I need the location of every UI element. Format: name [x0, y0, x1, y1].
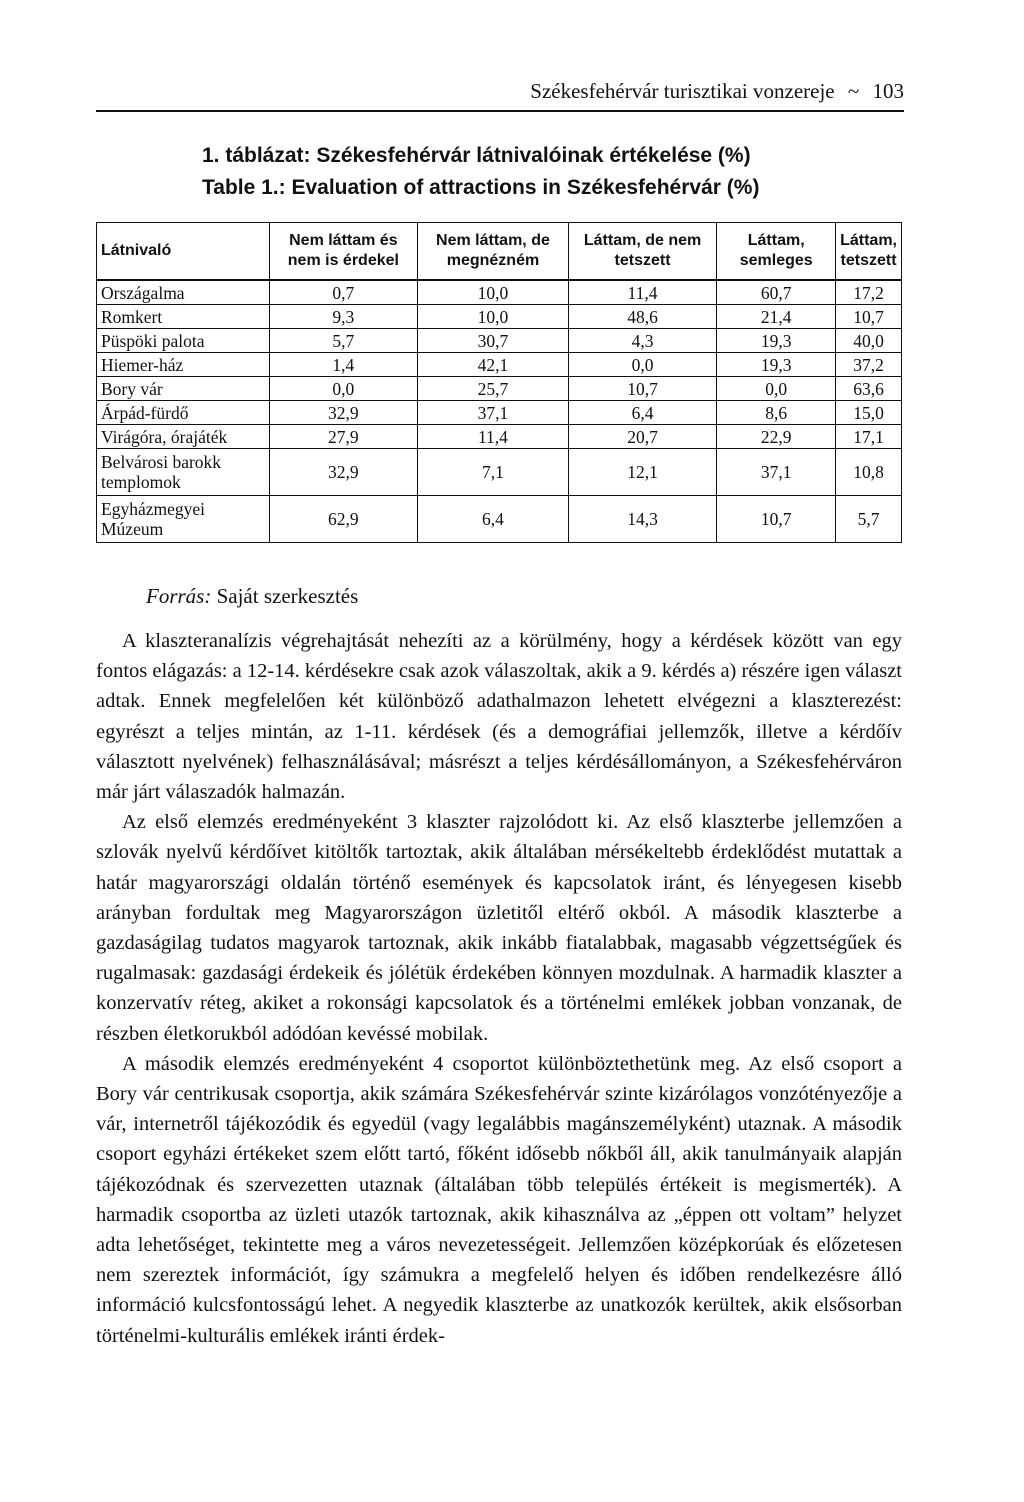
column-header: Láttam, de nem tetszett [568, 223, 716, 281]
table-cell: 14,3 [568, 496, 716, 543]
column-header: Láttam, tetszett [836, 223, 902, 281]
table-cell: 15,0 [836, 401, 902, 425]
table-cell: 17,2 [836, 280, 902, 305]
table-row [97, 401, 902, 425]
table-cell: 10,7 [717, 496, 836, 543]
table-cell: 42,1 [418, 353, 569, 377]
table-cell: 32,9 [269, 401, 417, 425]
row-label: Romkert [97, 305, 270, 329]
table-cell: 19,3 [717, 329, 836, 353]
table-cell: 10,0 [418, 305, 569, 329]
table-cell: 10,8 [836, 449, 902, 496]
table-cell: 17,1 [836, 425, 902, 449]
table-cell: 63,6 [836, 377, 902, 401]
column-header: Látnivaló [97, 223, 270, 281]
row-label: Egyházmegyei Múzeum [97, 496, 270, 543]
table-cell: 6,4 [418, 496, 569, 543]
table-cell: 25,7 [418, 377, 569, 401]
table-source [146, 584, 358, 609]
table-captions [96, 140, 904, 204]
table-cell: 20,7 [568, 425, 716, 449]
header-separator: ~ [847, 79, 860, 103]
table-cell: 62,9 [269, 496, 417, 543]
row-label: Püspöki palota [97, 329, 270, 353]
table-row [97, 280, 902, 305]
table-cell: 22,9 [717, 425, 836, 449]
table-cell: 30,7 [418, 329, 569, 353]
row-label: Országalma [97, 280, 270, 305]
table-cell: 40,0 [836, 329, 902, 353]
table-cell: 10,0 [418, 280, 569, 305]
table-cell: 32,9 [269, 449, 417, 496]
page-number: 103 [872, 79, 904, 103]
table-cell: 7,1 [418, 449, 569, 496]
table-header-row [97, 223, 902, 281]
table-cell: 0,0 [568, 353, 716, 377]
table-row [97, 329, 902, 353]
table-cell: 5,7 [836, 496, 902, 543]
table-row [97, 496, 902, 543]
row-label: Hiemer-ház [97, 353, 270, 377]
table-cell: 37,1 [418, 401, 569, 425]
table-row [97, 425, 902, 449]
paragraph: A klaszteranalízis végrehajtását nehezíti az a körülmény, hogy a kérdések között van egy fontos elágazás: a 12-14. kérdésekre csak azok válaszoltak, akik a 9. kérdés a) részére igen választ adtak. Ennek megfelelően két különböző adathalmazon lehetett elvégezni a klaszterezést: egyrészt a teljes mintán, az 1-11. kérdések (és a demográfiai jellemzők, illetve a kérdőív választott nyelvének) felhasználásával; másrészt a teljes kérdésállományon, a Székesfehérváron már járt válaszadók halmazán. [96, 630, 902, 804]
source-text: Saját szerkesztés [216, 584, 359, 608]
table-cell: 27,9 [269, 425, 417, 449]
paragraph: Az első elemzés eredményeként 3 klaszter rajzolódott ki. Az első klaszterbe jellemzően a szlovák nyelvű kérdőívet kitöltők tartoztak, akik általában mérsékeltebb érdeklődést mutattak a határ magyarországi oldalán történő események és kapcsolatok iránt, és lényegesen kisebb arányban fordultak meg Magyarországon üzletitől eltérő okból. A második klaszterbe a gazdaságilag tudatos magyarok tartoznak, akik inkább fiatalabbak, magasabb végzettségűek és rugalmasak: gazdasági érdekeik és jólétük érdekében könnyen mozdulnak. A harmadik klaszter a konzervatív réteg, akiket a rokonsági kapcsolatok és a történelmi emlékek jobban vonzanak, de részben életkorukból adódóan kevéssé mobilak. [96, 811, 902, 1045]
row-label: Árpád-fürdő [97, 401, 270, 425]
table-cell: 60,7 [717, 280, 836, 305]
column-header: Nem láttam, de megnézném [418, 223, 569, 281]
row-label: Belvárosi barokk templomok [97, 449, 270, 496]
table-cell: 0,7 [269, 280, 417, 305]
table-cell: 5,7 [269, 329, 417, 353]
paragraph: A második elemzés eredményeként 4 csoportot különböztethetünk meg. Az első csoport a Bory vár centrikusak csoportja, akik számára Székesfehérvár szinte kizárólagos vonzótényezője a vár, internetről tájékozódik és egyedül (vagy legalábbis magánszemélyként) utaznak. A második csoport egyházi értékeket szem előtt tartó, főként idősebb nőkből áll, akik tanulmányaik alapján tájékozódnak és szervezetten utaznak (általában több település értékeit is megismerték). A harmadik csoportba az üzleti utazók tartoznak, akik kihasználva az „éppen ott voltam” helyzet adta lehetőséget, tekintette meg a város nevezetességeit. Jellemzően középkorúak és előzetesen nem szereztek információt, így számukra a megfelelő helyen és időben rendelkezésre álló információ kulcsfontosságú lehet. A negyedik klaszterbe az unatkozók kerültek, akik elsősorban történelmi-kulturális emlékek iránti érdek- [96, 1052, 902, 1347]
table-cell: 0,0 [269, 377, 417, 401]
attractions-table [96, 222, 902, 543]
column-header: Nem láttam és nem is érdekel [269, 223, 417, 281]
body-text [96, 626, 902, 1351]
column-header: Láttam, semleges [717, 223, 836, 281]
table-caption-hu: 1. táblázat: Székesfehérvár látnivalóinak értékelése (%) [202, 144, 751, 167]
table-cell: 1,4 [269, 353, 417, 377]
table-cell: 10,7 [568, 377, 716, 401]
table-caption-en: Table 1.: Evaluation of attractions in Székesfehérvár (%) [202, 176, 760, 199]
table-cell: 10,7 [836, 305, 902, 329]
running-header [96, 76, 904, 112]
running-title: Székesfehérvár turisztikai vonzereje [530, 79, 835, 103]
source-label: Forrás: [146, 584, 212, 608]
table-cell: 9,3 [269, 305, 417, 329]
table-cell: 11,4 [418, 425, 569, 449]
table-cell: 6,4 [568, 401, 716, 425]
table-row [97, 377, 902, 401]
table-cell: 37,2 [836, 353, 902, 377]
row-label: Virágóra, órajáték [97, 425, 270, 449]
table-row [97, 353, 902, 377]
table-cell: 48,6 [568, 305, 716, 329]
table-row [97, 449, 902, 496]
table-cell: 12,1 [568, 449, 716, 496]
table-row [97, 305, 902, 329]
row-label: Bory vár [97, 377, 270, 401]
table-cell: 21,4 [717, 305, 836, 329]
table-cell: 19,3 [717, 353, 836, 377]
table-cell: 4,3 [568, 329, 716, 353]
table-cell: 11,4 [568, 280, 716, 305]
table-cell: 8,6 [717, 401, 836, 425]
table-cell: 37,1 [717, 449, 836, 496]
table-cell: 0,0 [717, 377, 836, 401]
